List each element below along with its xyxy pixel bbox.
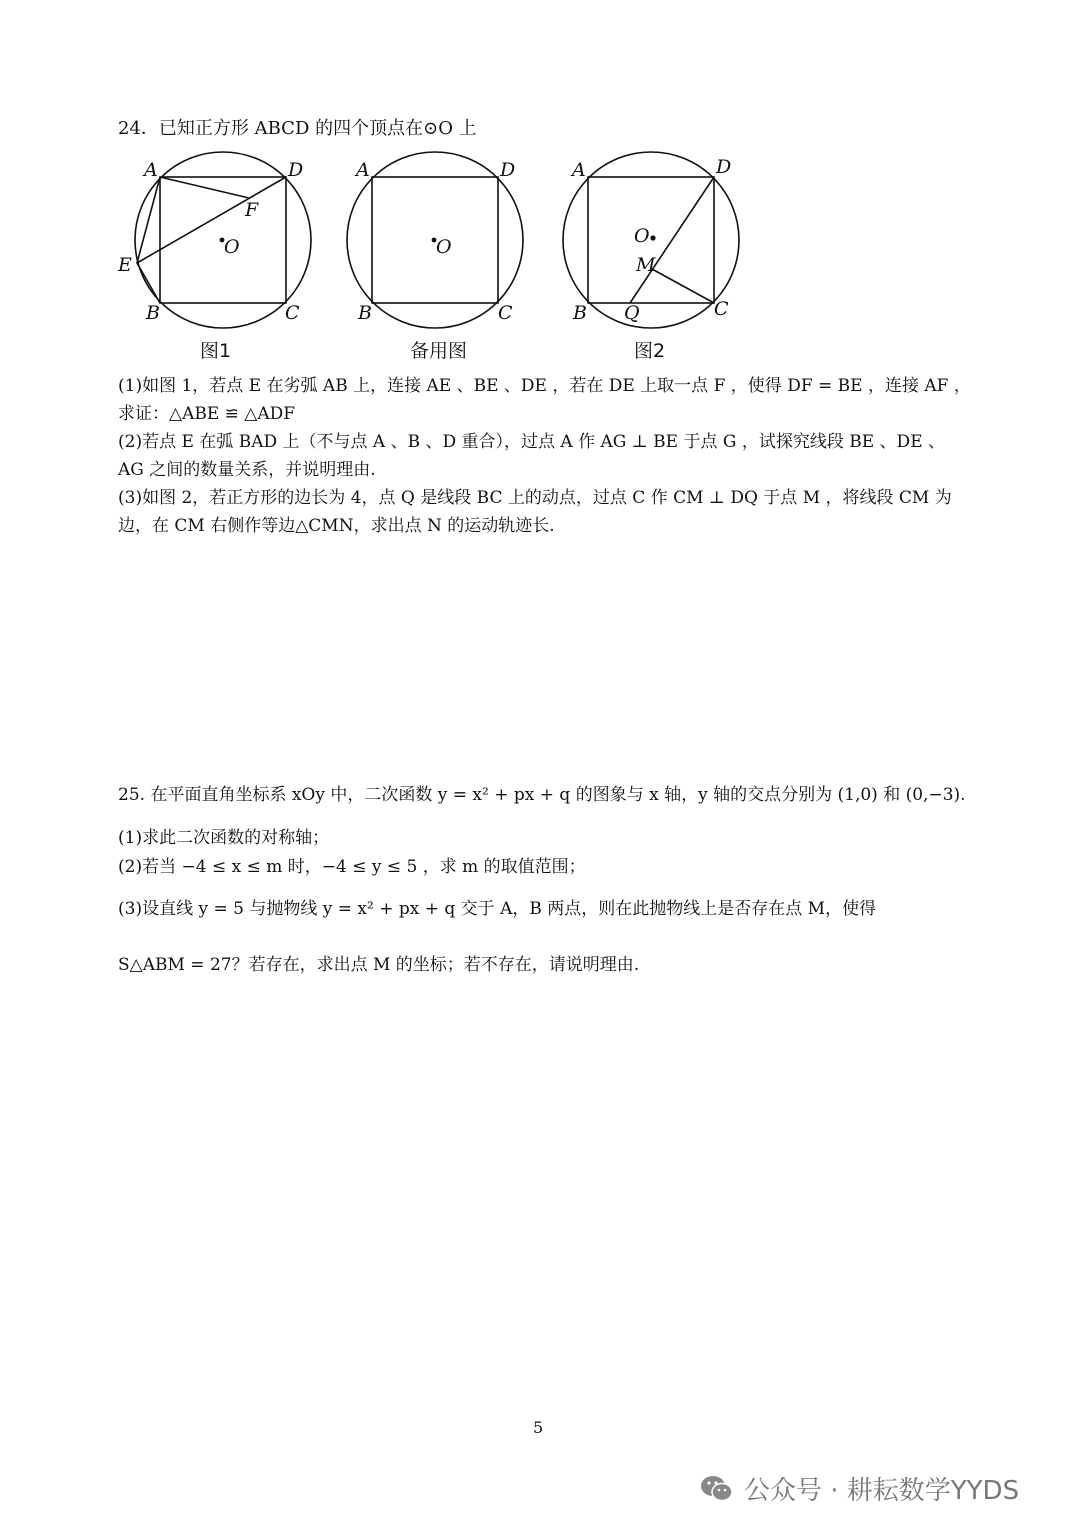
q25-part3-line1: (3)设直线 y = 5 与抛物线 y = x² + px + q 交于 A，B 两点，则在此抛物线上是否存在点 M，使得: [118, 899, 877, 919]
fig2-label-o: O: [436, 236, 452, 258]
fig3-label-b: B: [573, 302, 587, 324]
fig3-label-o: O: [634, 225, 650, 247]
wechat-icon: [700, 1475, 734, 1503]
q24-part3-line1: (3)如图 2，若正方形的边长为 4，点 Q 是线段 BC 上的动点，过点 C 作 CM ⊥ DQ 于点 M ，将线段 CM 为: [118, 488, 952, 508]
watermark: [700, 1470, 1019, 1507]
fig2-label-d: D: [500, 159, 516, 181]
fig3-label-c: C: [714, 298, 729, 320]
fig3-label-q: Q: [624, 302, 640, 324]
q24-part1-line1: (1)如图 1，若点 E 在劣弧 AB 上，连接 AE 、BE 、DE ，若在 DE 上取一点 F ，使得 DF = BE ，连接 AF ，: [118, 376, 971, 396]
q25-title: 25. 在平面直角坐标系 xOy 中，二次函数 y = x² + px + q 的图象与 x 轴，y 轴的交点分别为 (1,0) 和 (0,−3).: [118, 785, 966, 805]
center-o-dot: [650, 235, 655, 240]
fig1-label-o: O: [224, 236, 240, 258]
q25-part1: (1)求此二次函数的对称轴；: [118, 828, 330, 848]
fig1-label-b: B: [146, 302, 160, 324]
fig2-label-c: C: [498, 302, 513, 324]
fig1-label-f: F: [245, 199, 259, 221]
fig3-label-d: D: [716, 156, 732, 178]
q25-part3-line2: S△ABM = 27？若存在，求出点 M 的坐标；若不存在，请说明理由.: [118, 955, 640, 975]
q24-title: 24．已知正方形 ABCD 的四个顶点在⊙O 上: [118, 118, 477, 139]
fig1-label-e: E: [118, 254, 132, 276]
q24-figures: [110, 145, 760, 365]
fig1-label-a: A: [144, 159, 158, 181]
caption-figure-1: 图1: [200, 340, 232, 362]
q25-part2: (2)若当 −4 ≤ x ≤ m 时，−4 ≤ y ≤ 5 ，求 m 的取值范围；: [118, 857, 586, 877]
fig1-label-d: D: [288, 159, 304, 181]
fig1-label-c: C: [285, 302, 300, 324]
fig2-label-a: A: [356, 159, 370, 181]
q24-part3-line2: 边，在 CM 右侧作等边△CMN，求出点 N 的运动轨迹长.: [118, 516, 555, 536]
page-number: 5: [533, 1418, 544, 1437]
figure-2: [563, 152, 739, 328]
q24-part2-line2: AG 之间的数量关系，并说明理由.: [118, 460, 376, 480]
caption-figure-spare: 备用图: [410, 340, 468, 362]
q24-part2-line1: (2)若点 E 在弧 BAD 上（不与点 A 、B 、D 重合），过点 A 作 AG ⊥ BE 于点 G ，试探究线段 BE 、DE 、: [118, 432, 946, 452]
caption-figure-2: 图2: [634, 340, 666, 362]
fig2-label-b: B: [358, 302, 372, 324]
fig3-label-a: A: [572, 159, 586, 181]
fig3-label-m: M: [636, 254, 656, 276]
watermark-text: 公众号 · 耕耘数学YYDS: [744, 1476, 1020, 1506]
q24-part1-line2: 求证：△ABE ≌ △ADF: [118, 404, 296, 424]
